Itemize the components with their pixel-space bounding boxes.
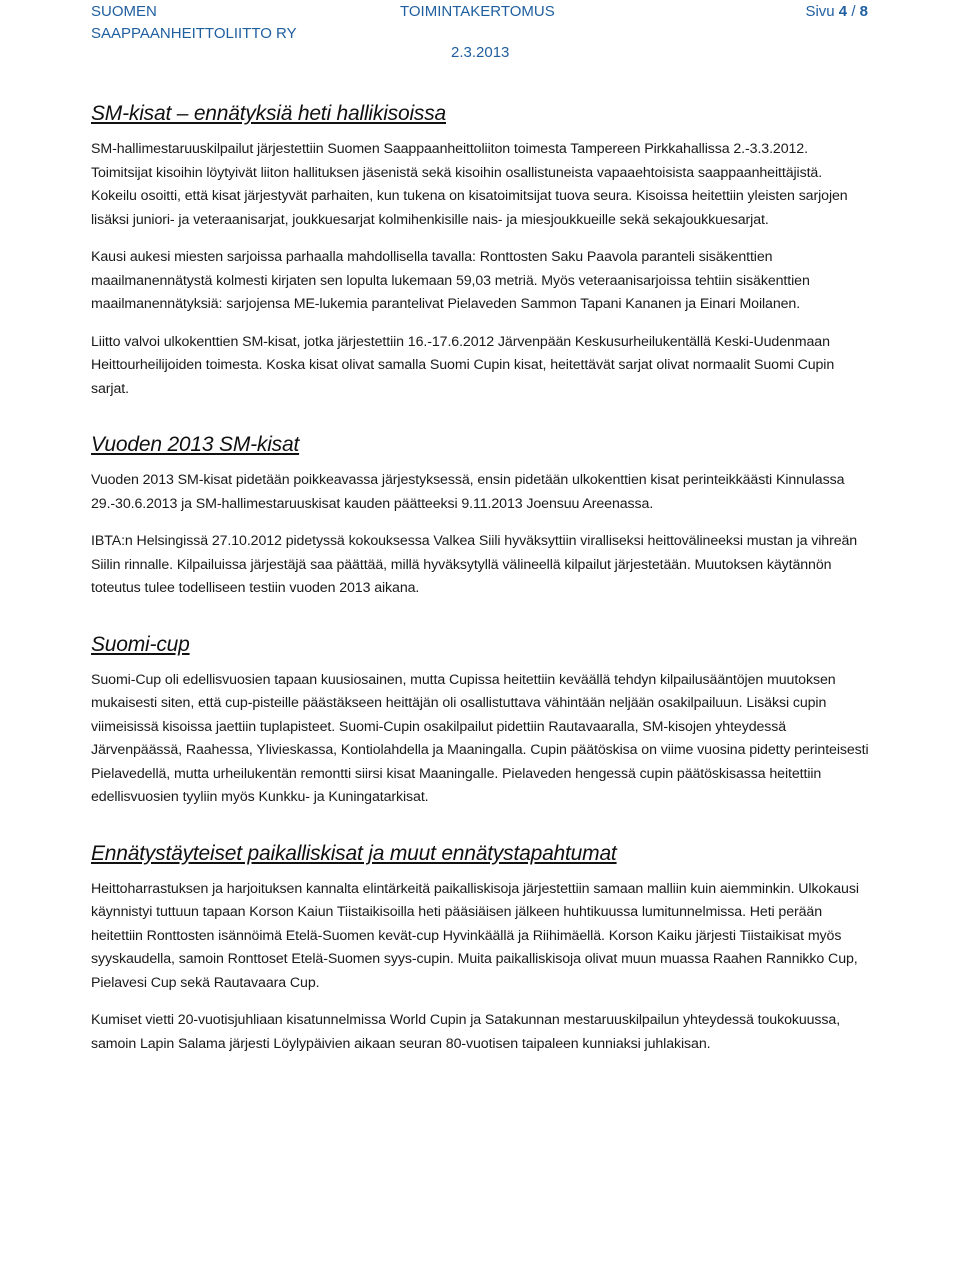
organization-name xyxy=(91,1,297,45)
heading-suomi-cup: Suomi-cup xyxy=(91,632,190,656)
section-sm-kisat xyxy=(91,100,871,401)
page-prefix: Sivu xyxy=(805,3,835,20)
page-separator: / xyxy=(851,3,856,20)
document-body xyxy=(91,100,871,1056)
section-paikalliskisat xyxy=(91,840,871,1057)
organization-line-2: SAAPPAANHEITTOLIITTO RY xyxy=(91,25,297,42)
paragraph: Liitto valvoi ulkokenttien SM-kisat, jotka järjestettiin 16.-17.6.2012 Järvenpään Keskusurheilukentällä Keski-Uudenmaan Heittourheilijoiden toimesta. Koska kisat olivat samalla Suomi Cupin kisat, heitettävät sarjat olivat normaalit Suomi Cupin sarjat. xyxy=(91,333,835,397)
paragraph: Heittoharrastuksen ja harjoituksen kannalta elintärkeitä paikalliskisoja järjestettiin samaan malliin kuin aiemminkin. Ulkokausi käynnistyi tuttuun tapaan Korson Kaiun Tiistaikisoilla heti pääsiäisen jälkeen huhtikuussa lumitunnelmissa. Heti perään heitettiin Ronttosten isännöimä Etelä-Suomen kevät-cup Hyvinkäällä ja Riihimäellä. Korson Kaiku järjesti Tiistaikisat myös syyskaudella, samoin Ronttoset Etelä-Suomen syys-cupin. Muita paikalliskisoja olivat muun muassa Raahen Rannikko Cup, Pielavesi Cup sekä Rautavaara Cup. xyxy=(91,880,859,991)
paragraph: IBTA:n Helsingissä 27.10.2012 pidetyssä kokouksessa Valkea Siili hyväksyttiin viralliseksi heittovälineeksi mustan ja vihreän Siilin rinnalle. Kilpailuissa järjestäjä saa päättää, millä hyväksytyllä välineellä kilpailut järjestetään. Muutoksen käytännön toteutus tulee todelliseen testiin vuoden 2013 aikana. xyxy=(91,533,858,596)
paragraph: Kumiset vietti 20-vuotisjuhliaan kisatunnelmissa World Cupin ja Satakunnan mestaruuskilpailun yhteydessä toukokuussa, samoin Lapin Salama järjesti Löylypäivien aikaan seuran 80-vuotisen taipaleen kunniaksi juhlakisan. xyxy=(91,1012,841,1052)
paragraph: Kausi aukesi miesten sarjoissa parhaalla mahdollisella tavalla: Ronttosten Saku Paavola paranteli sisäkenttien maailmanennätystä kolmesti kirjaten sen lopulta lukemaan 59,03 metriä. Myös veteraanisarjoissa tehtiin sisäkenttien maailmanennätyksiä: sarjojensa ME-lukemia parantelivat Pielaveden Sammon Tapani Kananen ja Einari Moilanen. xyxy=(91,249,810,312)
page-header xyxy=(0,0,960,60)
heading-paikalliskisat: Ennätystäyteiset paikalliskisat ja muut ennätystapahtumat xyxy=(91,841,617,865)
organization-line-1: SUOMEN xyxy=(91,3,157,20)
section-sm-2013 xyxy=(91,431,871,601)
document-date: 2.3.2013 xyxy=(451,44,510,61)
paragraph: SM-hallimestaruuskilpailut järjestettiin Suomen Saappaanheittoliiton toimesta Tampereen Pirkkahallissa 2.-3.3.2012. Toimitsijat kisoihin löytyivät liiton hallituksen jäsenistä sekä kisoihin osallistuneista vapaaehtoisista saappaanheittäjistä. Kokeilu osoitti, että kisat järjestyvät parhaiten, kun tukena on kisatoimitsijat tuova seura. Kisoissa heitettiin yleisten sarjojen lisäksi juniori- ja veteraanisarjat, joukkuesarjat kolmihenkisille nais- ja miesjoukkueille sekä sekajoukkuesarjat. xyxy=(91,141,848,228)
heading-sm-kisat: SM-kisat – ennätyksiä heti hallikisoissa xyxy=(91,102,446,125)
page-current: 4 xyxy=(838,3,848,20)
document-title: TOIMINTAKERTOMUS xyxy=(400,3,555,20)
heading-sm-2013: Vuoden 2013 SM-kisat xyxy=(91,433,300,456)
paragraph: Vuoden 2013 SM-kisat pidetään poikkeavassa järjestyksessä, ensin pidetään ulkokenttien kisat perinteikkäästi Kinnulassa 29.-30.6.2013 ja SM-hallimestaruuskisat kauden päätteeksi 9.11.2013 Joensuu Areenassa. xyxy=(91,472,845,512)
paragraph: Suomi-Cup oli edellisvuosien tapaan kuusiosainen, mutta Cupissa heitettiin keväällä tehdyn kilpailusääntöjen muutoksen mukaisesti siten, että cup-pisteille päästäkseen heittäjän oli osallistuttava vähintään neljään osakilpailuun. Lisäksi cupin viimeisissä kisoissa jaettiin tuplapisteet. Suomi-Cupin osakilpailut pidettiin Rautavaaralla, SM-kisojen yhteydessä Järvenpäässä, Raahessa, Ylivieskassa, Kontiolahdella ja Maaningalla. Cupin päätöskisa on viime vuosina pidetty perinteisesti Pielavedellä, mutta urheilukentän remontti siirsi kisat Maaningalle. Pielaveden hengessä cupin päätöskisassa heitettiin edellisvuosien tyyliin myös Kunkku- ja Kuningatarkisat. xyxy=(91,671,869,805)
section-suomi-cup xyxy=(91,631,871,810)
page-number xyxy=(805,1,868,23)
page-total: 8 xyxy=(859,3,868,20)
